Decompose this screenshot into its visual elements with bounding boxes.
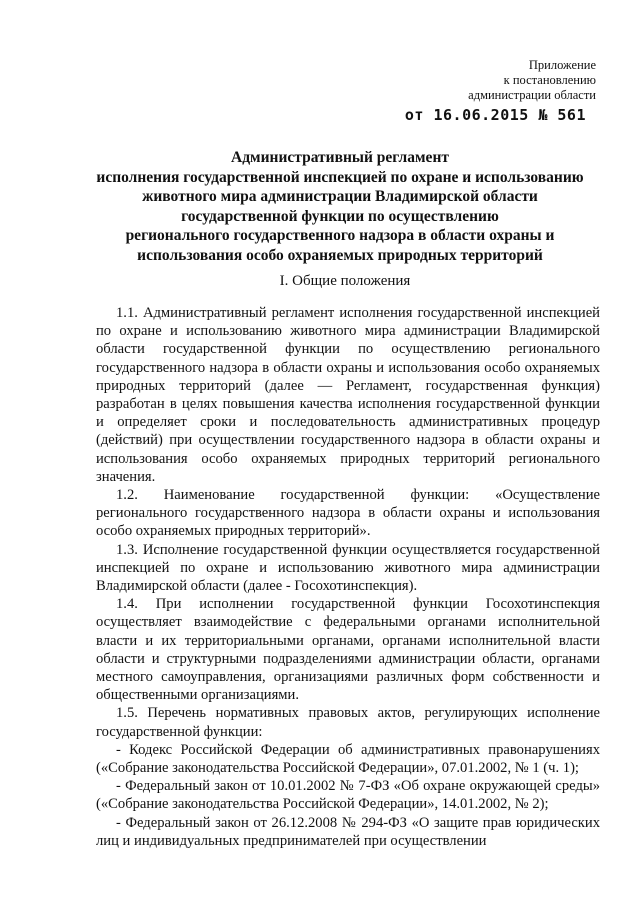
paragraph-1-2: 1.2. Наименование государственной функции: «Осуществление регионального государственного надзора в области охраны и использования особо охраняемых природных территорий». [96, 487, 600, 540]
date-number-stamp: от 16.06.2015 № 561 [404, 106, 586, 124]
title-line: животного мира администрации Владимирской области [142, 188, 538, 206]
section-heading: I. Общие положения [279, 273, 411, 289]
appendix-line: Приложение [528, 58, 596, 72]
list-item: - Кодекс Российской Федерации об административных правонарушениях («Собрание законодательства Российской Федерации», 07.01.2002, № 1 (ч. 1); [96, 741, 600, 777]
paragraph-1-1: 1.1. Административный регламент исполнения государственной инспекцией по охране и использованию животного мира администрации Владимирской области государственной функции по осуществлению регионального государственного надзора в области охраны и использования особо охраняемых природных территорий (далее — Регламент, государственная функция) разработан в целях повышения качества исполнения государственной функции и определяет сроки и последовательность административных процедур (действий) при осуществлении государственного надзора в области охраны и использования особо охраняемых природных территорий регионального значения. [96, 305, 600, 485]
title-line: исполнения государственной инспекцией по охране и использованию [96, 168, 584, 186]
title-line: регионального государственного надзора в области охраны и [125, 227, 555, 245]
appendix-line: администрации области [468, 88, 596, 102]
title-line: Административный регламент [231, 149, 449, 166]
paragraph-1-5: 1.5. Перечень нормативных правовых актов, регулирующих исполнение государственной функции: [96, 705, 600, 740]
list-item: - Федеральный закон от 10.01.2002 № 7-ФЗ «Об охране окружающей среды» («Собрание законодательства Российской Федерации», 14.01.2002, № 2); [96, 778, 600, 813]
appendix-line: к постановлению [503, 73, 596, 87]
title-line: государственной функции по осуществлению [181, 207, 499, 225]
document-body [96, 304, 600, 850]
list-item: - Федеральный закон от 26.12.2008 № 294-ФЗ «О защите прав юридических лиц и индивидуальных предпринимателей при осуществлении [96, 814, 600, 849]
paragraph-1-3: 1.3. Исполнение государственной функции осуществляется государственной инспекцией по охране и использованию животного мира администрации Владимирской области (далее - Госохотинспекция). [96, 541, 600, 595]
title-line: использования особо охраняемых природных территорий [137, 246, 543, 264]
document-title [80, 148, 600, 266]
appendix-note [468, 58, 596, 103]
paragraph-1-4: 1.4. При исполнении государственной функции Госохотинспекция осуществляет взаимодействие с федеральными органами исполнительной власти и их территориальными органами, органами исполнительной власти области и структурными подразделениями администрации области, органами местного самоуправления, организациями различных форм собственности и общественными организациями. [96, 596, 600, 704]
